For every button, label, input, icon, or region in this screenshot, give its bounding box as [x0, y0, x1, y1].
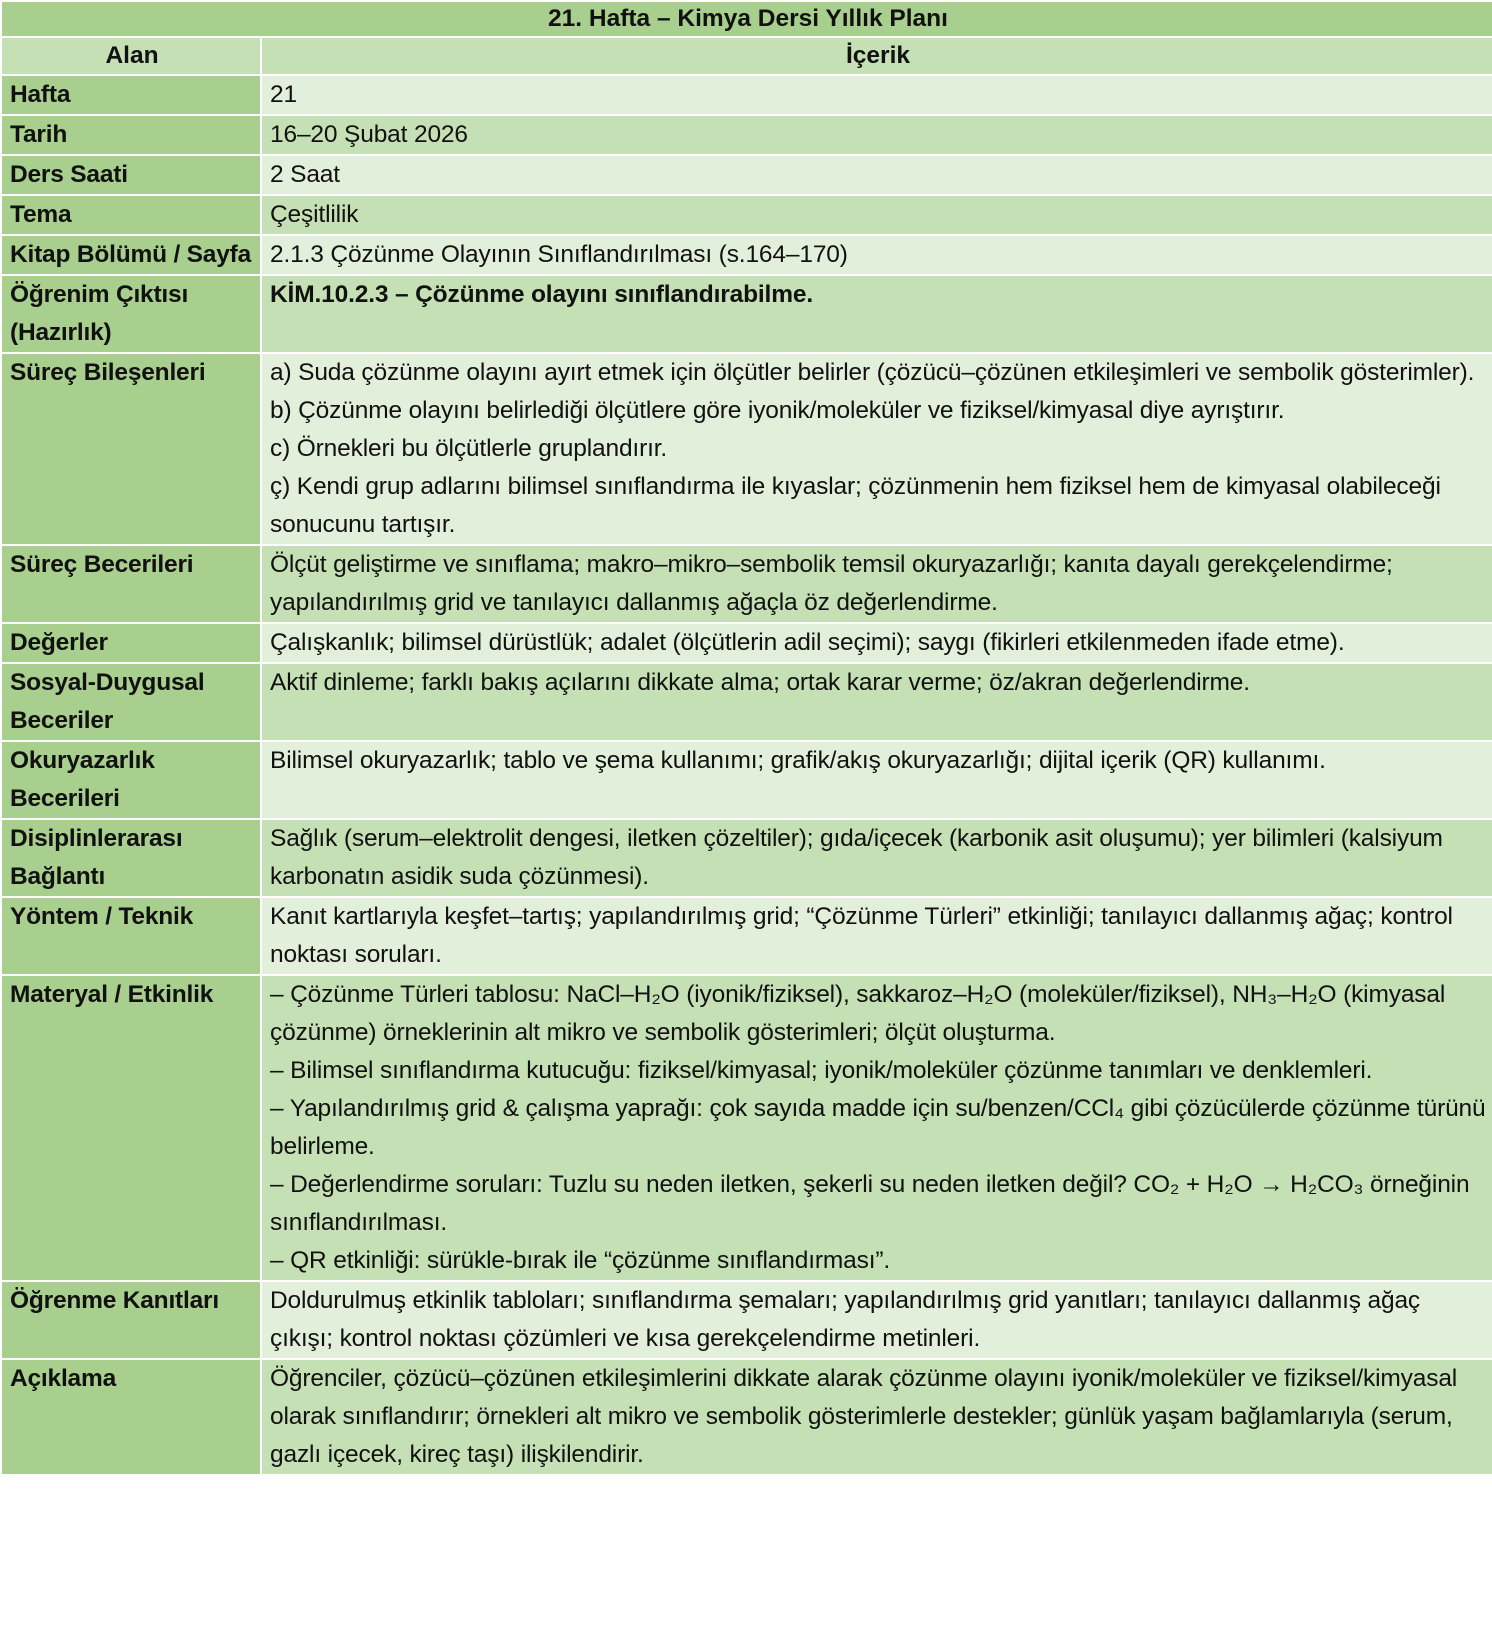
row-sosyal-duygusal — [1, 663, 1492, 741]
row-value: Çeşitlilik — [261, 195, 1492, 235]
row-value: Kanıt kartlarıyla keşfet–tartış; yapılandırılmış grid; “Çözünme Türleri” etkinliği; tanılayıcı dallanmış ağaç; kontrol noktası soruları. — [261, 897, 1492, 975]
row-materyal-etkinlik — [1, 975, 1492, 1281]
row-label: Değerler — [1, 623, 261, 663]
row-label: Öğrenme Kanıtları — [1, 1281, 261, 1359]
column-header-icerik: İçerik — [261, 37, 1492, 75]
row-value: 21 — [261, 75, 1492, 115]
row-label: Disiplinlerarası Bağlantı — [1, 819, 261, 897]
row-label: Kitap Bölümü / Sayfa — [1, 235, 261, 275]
row-disiplinlerarasi — [1, 819, 1492, 897]
row-value: Sağlık (serum–elektrolit dengesi, iletken çözeltiler); gıda/içecek (karbonik asit oluşumu); yer bilimleri (kalsiyum karbonatın asidik suda çözünmesi). — [261, 819, 1492, 897]
row-value: 16–20 Şubat 2026 — [261, 115, 1492, 155]
row-label: Yöntem / Teknik — [1, 897, 261, 975]
process-item: c) Örnekleri bu ölçütlerle gruplandırır. — [270, 435, 668, 462]
row-label: Öğrenim Çıktısı (Hazırlık) — [1, 275, 261, 353]
process-item: ç) Kendi grup adlarını bilimsel sınıflandırma ile kıyaslar; çözünmenin hem fiziksel hem de kimyasal olabileceği sonucunu tartışır. — [270, 473, 1441, 538]
row-value — [261, 353, 1492, 545]
row-label: Sosyal-Duygusal Beceriler — [1, 663, 261, 741]
row-value: Bilimsel okuryazarlık; tablo ve şema kullanımı; grafik/akış okuryazarlığı; dijital içerik (QR) kullanımı. — [261, 741, 1492, 819]
column-header-alan: Alan — [1, 37, 261, 75]
process-item: b) Çözünme olayını belirlediği ölçütlere göre iyonik/moleküler ve fiziksel/kimyasal diye ayrıştırır. — [270, 397, 1285, 424]
row-ogrenim-ciktisi — [1, 275, 1492, 353]
row-value: KİM.10.2.3 – Çözünme olayını sınıflandırabilme. — [261, 275, 1492, 353]
row-value: 2.1.3 Çözünme Olayının Sınıflandırılması (s.164–170) — [261, 235, 1492, 275]
row-value: Öğrenciler, çözücü–çözünen etkileşimlerini dikkate alarak çözünme olayını iyonik/moleküler ve fiziksel/kimyasal olarak sınıflandırır; örnekleri alt mikro ve sembolik gösterimlerle destekler; günlük yaşam bağlamlarıyla (serum, gazlı içecek, kireç taşı) ilişkilendirir. — [261, 1359, 1492, 1475]
table-title: 21. Hafta – Kimya Dersi Yıllık Planı — [1, 1, 1492, 37]
row-label: Süreç Becerileri — [1, 545, 261, 623]
row-label: Hafta — [1, 75, 261, 115]
row-tarih — [1, 115, 1492, 155]
material-item: – Yapılandırılmış grid & çalışma yaprağı: çok sayıda madde için su/benzen/CCl₄ gibi çözücülerde çözünme türünü belirleme. — [270, 1095, 1486, 1160]
row-value: 2 Saat — [261, 155, 1492, 195]
row-surec-bilesenleri — [1, 353, 1492, 545]
material-item: – Bilimsel sınıflandırma kutucuğu: fiziksel/kimyasal; iyonik/moleküler çözünme tanımları ve denklemleri. — [270, 1057, 1373, 1084]
row-tema — [1, 195, 1492, 235]
row-label: Tarih — [1, 115, 261, 155]
row-value: Ölçüt geliştirme ve sınıflama; makro–mikro–sembolik temsil okuryazarlığı; kanıta dayalı gerekçelendirme; yapılandırılmış grid ve tanılayıcı dallanmış ağaçla öz değerlendirme. — [261, 545, 1492, 623]
material-item: – Çözünme Türleri tablosu: NaCl–H₂O (iyonik/fiziksel), sakkaroz–H₂O (moleküler/fiziksel), NH₃–H₂O (kimyasal çözünme) örneklerinin alt mikro ve sembolik gösterimleri; ölçüt oluşturma. — [270, 981, 1446, 1046]
row-label: Açıklama — [1, 1359, 261, 1475]
row-label: Süreç Bileşenleri — [1, 353, 261, 545]
row-hafta — [1, 75, 1492, 115]
row-okuryazarlik — [1, 741, 1492, 819]
material-item: – Değerlendirme soruları: Tuzlu su neden iletken, şekerli su neden iletken değil? CO₂ + H₂O → H₂CO₃ örneğinin sınıflandırılması. — [270, 1171, 1470, 1236]
row-aciklama — [1, 1359, 1492, 1475]
row-label: Materyal / Etkinlik — [1, 975, 261, 1281]
row-ders-saati — [1, 155, 1492, 195]
process-item: a) Suda çözünme olayını ayırt etmek için ölçütler belirler (çözücü–çözünen etkileşimleri ve sembolik gösterimler). — [270, 359, 1475, 386]
row-yontem-teknik — [1, 897, 1492, 975]
material-item: – QR etkinliği: sürükle-bırak ile “çözünme sınıflandırması”. — [270, 1247, 891, 1274]
row-ogrenme-kanitlari — [1, 1281, 1492, 1359]
row-value: Çalışkanlık; bilimsel dürüstlük; adalet (ölçütlerin adil seçimi); saygı (fikirleri etkilenmeden ifade etme). — [261, 623, 1492, 663]
row-label: Okuryazarlık Becerileri — [1, 741, 261, 819]
row-surec-becerileri — [1, 545, 1492, 623]
row-value — [261, 975, 1492, 1281]
row-value: Doldurulmuş etkinlik tabloları; sınıflandırma şemaları; yapılandırılmış grid yanıtları; tanılayıcı dallanmış ağaç çıkışı; kontrol noktası çözümleri ve kısa gerekçelendirme metinleri. — [261, 1281, 1492, 1359]
row-label: Tema — [1, 195, 261, 235]
row-value: Aktif dinleme; farklı bakış açılarını dikkate alma; ortak karar verme; öz/akran değerlendirme. — [261, 663, 1492, 741]
row-label: Ders Saati — [1, 155, 261, 195]
row-degerler — [1, 623, 1492, 663]
row-kitap-bolumu — [1, 235, 1492, 275]
